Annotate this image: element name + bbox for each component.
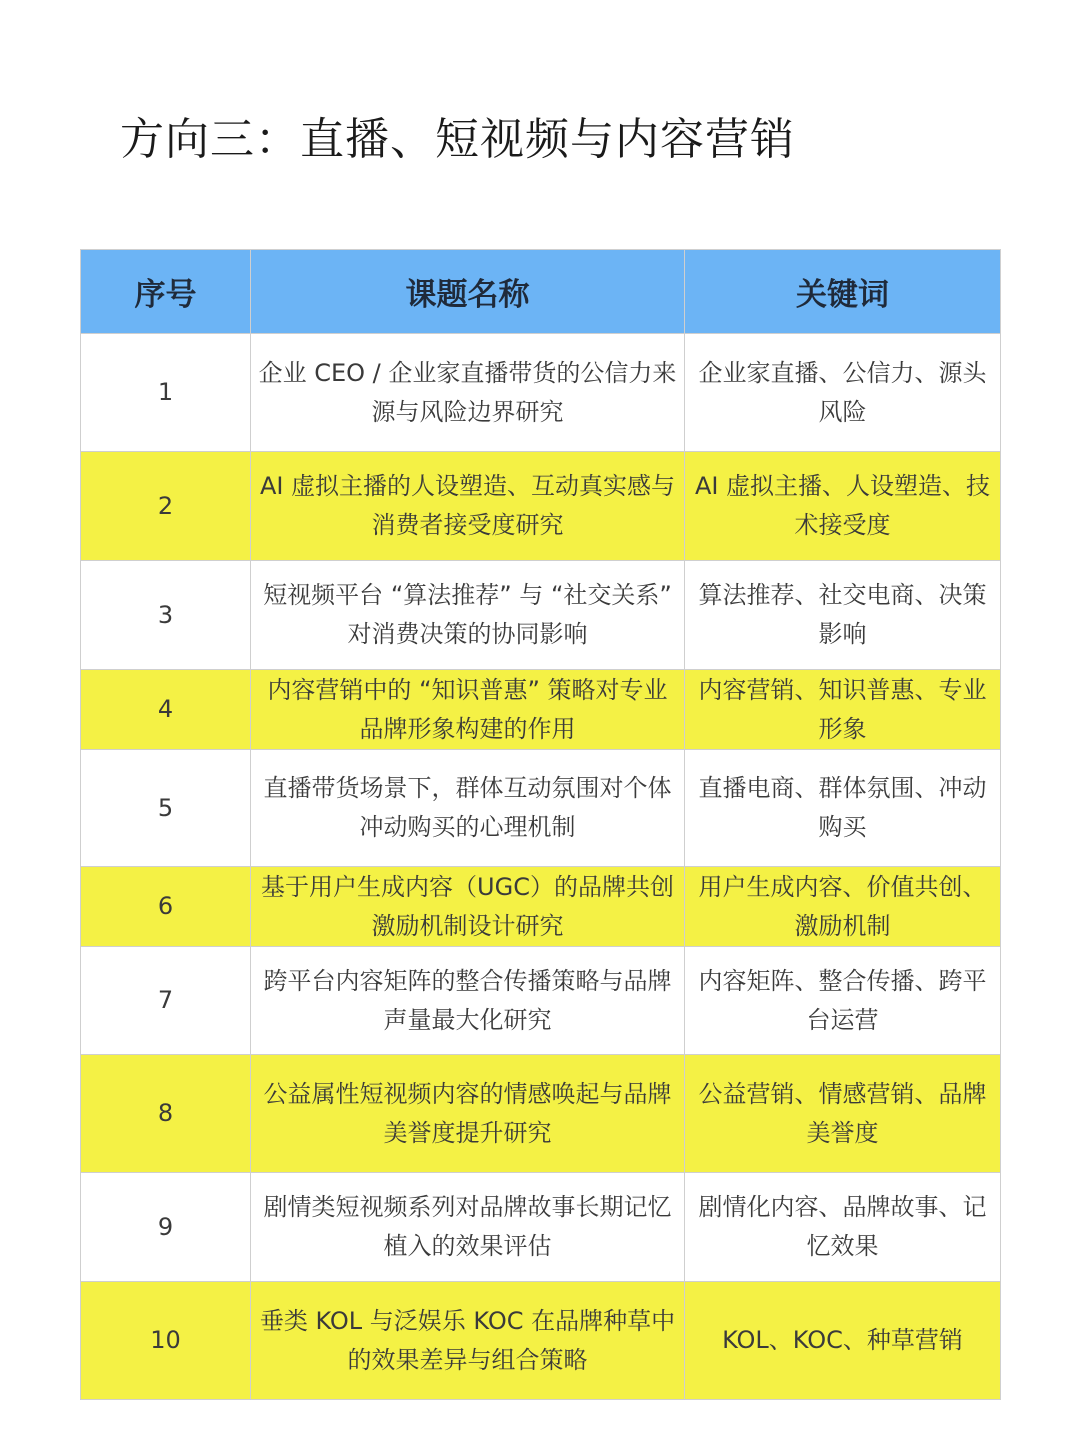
row-topic: 直播带货场景下，群体互动氛围对个体冲动购买的心理机制 <box>251 750 685 867</box>
header-keywords: 关键词 <box>685 250 1001 334</box>
table-row <box>81 1173 1001 1282</box>
row-number: 2 <box>81 452 251 561</box>
header-topic: 课题名称 <box>251 250 685 334</box>
page-title: 方向三：直播、短视频与内容营销 <box>120 114 795 165</box>
row-keywords: 内容营销、知识普惠、专业形象 <box>685 670 1001 750</box>
row-number: 5 <box>81 750 251 867</box>
row-number: 8 <box>81 1055 251 1173</box>
row-keywords: 公益营销、情感营销、品牌美誉度 <box>685 1055 1001 1173</box>
row-topic: 短视频平台 “算法推荐” 与 “社交关系” 对消费决策的协同影响 <box>251 561 685 670</box>
row-number: 1 <box>81 334 251 452</box>
row-topic: 内容营销中的 “知识普惠” 策略对专业品牌形象构建的作用 <box>251 670 685 750</box>
row-keywords: 剧情化内容、品牌故事、记忆效果 <box>685 1173 1001 1282</box>
row-keywords: KOL、KOC、种草营销 <box>685 1282 1001 1400</box>
table-row <box>81 452 1001 561</box>
row-number: 10 <box>81 1282 251 1400</box>
row-topic: 跨平台内容矩阵的整合传播策略与品牌声量最大化研究 <box>251 947 685 1055</box>
table-row <box>81 750 1001 867</box>
row-number: 9 <box>81 1173 251 1282</box>
row-keywords: 算法推荐、社交电商、决策影响 <box>685 561 1001 670</box>
row-number: 6 <box>81 867 251 947</box>
row-topic: 公益属性短视频内容的情感唤起与品牌美誉度提升研究 <box>251 1055 685 1173</box>
table-row <box>81 1282 1001 1400</box>
table-row <box>81 670 1001 750</box>
table-row <box>81 334 1001 452</box>
row-number: 3 <box>81 561 251 670</box>
table-row <box>81 1055 1001 1173</box>
table-row <box>81 947 1001 1055</box>
table-row <box>81 867 1001 947</box>
row-number: 7 <box>81 947 251 1055</box>
row-keywords: 内容矩阵、整合传播、跨平台运营 <box>685 947 1001 1055</box>
row-topic: 基于用户生成内容（UGC）的品牌共创激励机制设计研究 <box>251 867 685 947</box>
row-keywords: 用户生成内容、价值共创、激励机制 <box>685 867 1001 947</box>
row-number: 4 <box>81 670 251 750</box>
topics-table <box>80 249 1001 1400</box>
row-keywords: 直播电商、群体氛围、冲动购买 <box>685 750 1001 867</box>
header-number: 序号 <box>81 250 251 334</box>
table-row <box>81 561 1001 670</box>
table-header-row <box>81 250 1001 334</box>
row-topic: 企业 CEO / 企业家直播带货的公信力来源与风险边界研究 <box>251 334 685 452</box>
row-topic: 垂类 KOL 与泛娱乐 KOC 在品牌种草中的效果差异与组合策略 <box>251 1282 685 1400</box>
row-topic: AI 虚拟主播的人设塑造、互动真实感与消费者接受度研究 <box>251 452 685 561</box>
row-keywords: AI 虚拟主播、人设塑造、技术接受度 <box>685 452 1001 561</box>
row-topic: 剧情类短视频系列对品牌故事长期记忆植入的效果评估 <box>251 1173 685 1282</box>
row-keywords: 企业家直播、公信力、源头风险 <box>685 334 1001 452</box>
